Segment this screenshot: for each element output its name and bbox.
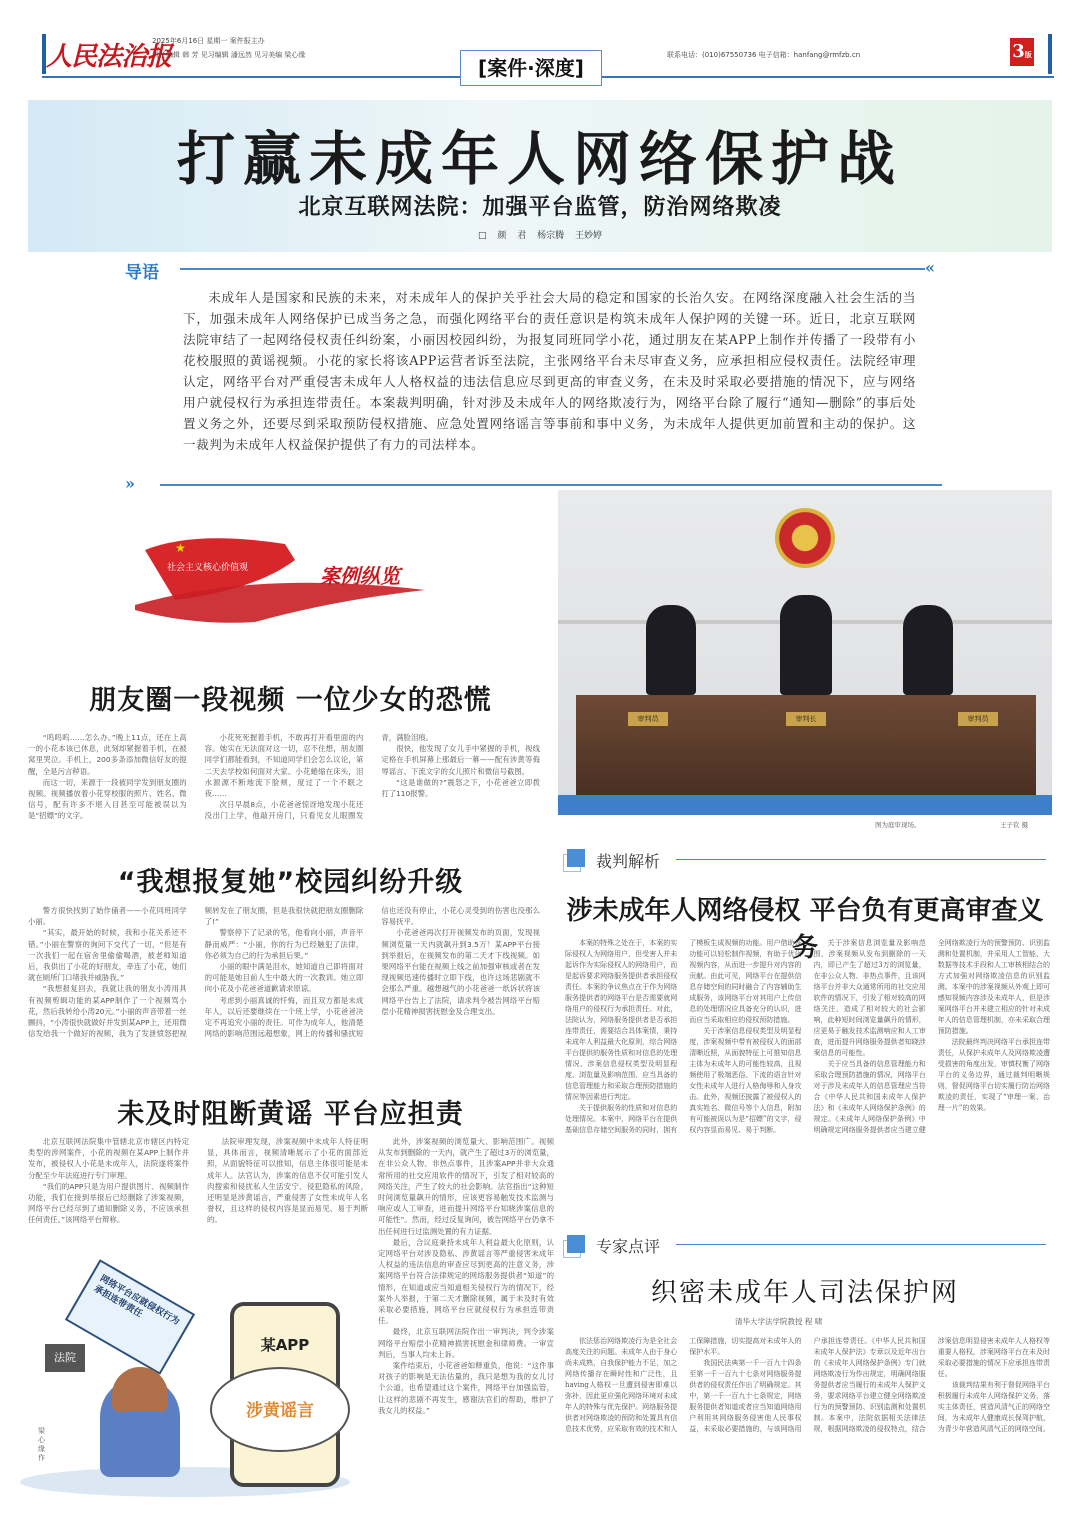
- paragraph: 该裁判结果有利于督促网络平台积极履行未成年人网络保护义务，落实主体责任，营造风清气正的网络空间，为未成年人健康成长保驾护航，为青少年营造风清气正的网络空间。: [937, 1381, 1050, 1433]
- paragraph: 关于提供服务的性质和对信息的处理情况。本案中，网络平台在提供基础信息存储空间服务的同时，拥有了模板生成视频的功能。用户借助该功能可以轻松制作视频，有助于优化视频内容，从而进一步提升对内容的贡献。由此可见，网络平台在提供信息存储空间的同时融合了内容辅助生成服务，该网络平台对其用户上传信息的处理情况应具备充分的认识，进而应当采取相应的侵权预防措施。: [565, 939, 802, 1134]
- analysis-rule: [676, 859, 1046, 860]
- paragraph: 而这一切，来源于一段被同学发到朋友圈的视频。视频播放着小花穿校服的照片、姓名、微信号，配有许多不堪入目甚至可能被误以为是“招嫖”的文字。: [28, 777, 187, 821]
- story-body-3: [28, 1136, 368, 1260]
- main-title: 打赢未成年人网络保护战: [176, 125, 903, 193]
- intro-bottom-rule: [160, 484, 942, 486]
- photo-bottom-band: [558, 795, 1052, 815]
- paragraph: 最后，合议庭秉持未成年人利益最大化原则，认定网络平台对涉及隐私、涉黄谣言等严重侵害未成年人权益的违法信息的审查应尽到更高的注意义务，涉案网络平台符合法律规定的网络服务提供者“知道”的情形，在知道或应当知道相关侵权行为的情况下，经案外人举报，于第二天才删除视频，属于未及时有效采取必要措施，网络平台应就侵权行为承担连带责任。: [378, 1237, 554, 1326]
- expert-author: 清华大学法学院教授 程 啸: [735, 1317, 823, 1326]
- banner-left-text: 社会主义核心价值观: [167, 563, 249, 573]
- judge-center: [780, 595, 832, 695]
- paragraph: “我们的APP只是为用户提供图片、视频制作功能，我们在接到举报后已经删除了涉案视频，网络平台已经尽到了通知删除义务，不应该承担任何责任。”该网络平台辩称。: [28, 1181, 189, 1225]
- intro-top-rule: [180, 268, 925, 270]
- intro-label: 导语: [125, 263, 159, 283]
- date-line: 2025年6月16日 星期一 案件报主办: [152, 37, 265, 45]
- paragraph: 关于涉案信息侵权类型及明显程度，涉案视频中带有被侵权人的面部清晰近照，从面貌特征上可推知信息主体为未成年人的可能性较高，且视频使用了极端恶俗、下流的语言针对女性未成年人进行人格侮辱和人身攻击。此外，视频还披露了被侵权人的真实姓名、微信号等个人信息，附加有可能被误以为是“招嫖”的文字，侵权内容显而易见、易于判断。: [689, 1027, 802, 1134]
- paragraph: 小丽的眼中满是泪水，她知道自己即将面对的可能是她目前人生中最大的一次教训。她立即向小花及小花爸爸道歉请求原谅。: [204, 962, 364, 994]
- paragraph: 考虑到小丽真诚的忏悔，而且双方都是未成年人，以后还要继续在一个班上学，小花爸爸决定不再追究小丽的责任。可作为成年人，他清楚网络的影响范围远超想象，网上的传播和骚扰短信也还没有停止，小花心灵受到的伤害也没那么容易抚平。: [204, 906, 540, 1039]
- banner-right-text: 案例纵览: [320, 564, 400, 588]
- paragraph: 案件结束后，小花爸爸如释重负，他说：“这件事对孩子的影响是无法估量的，我只是想为我的女儿讨个公道，也希望通过这个案件，网络平台加强监管，让这样的悲剧不再发生，感谢法官们的帮助，维护了我女儿的权益。”: [378, 1361, 554, 1415]
- page-number-badge: [1010, 38, 1034, 66]
- paragraph: 关于涉案信息浏览量及影响范围，涉案视频从发布到删除的一天内，即已产生了超过3万的浏览量，在非公众人物、非热点事件，且该网络平台并非大众通常所用的社交应用软件的情况下，引发了相对较高的网络关注，造成了相对较大的社会影响，此种短时间浏览量飙升的情形，应更易于触发技术监测响应和人工审查，进而提升网络服务提供者知晓涉案信息的可能性。: [813, 939, 926, 1057]
- paragraph: 很快，他发现了女儿手中紧握的手机，视线定格在手机屏幕上那最后一幕——配有涉黄等侮辱谣言、下流文字的女儿照片和微信号截图。: [381, 744, 540, 776]
- story-body-2: [28, 905, 540, 1075]
- paragraph: 我国民法典第一千一百九十四条至第一千一百九十七条对网络服务提供者的侵权责任作出了明确规定。其中，第一千一百九十七条规定，网络服务提供者知道或者应当知道网络用户利用其网络服务侵害他人民事权益，未采取必要措施的，与该网络用户承担连带责任。《中华人民共和国未成年人保护法》专章以及近年出台的《未成年人网络保护条例》专门就网络欺凌行为作出规定，明确网络服务提供者应当履行的未成年人保护义务，要求网络平台建立健全网络欺凌行为的预警预防、识别监测和处置机制。本案中，法院依据相关法律法规，根据网络欺凌的侵权特点，结合涉案信息明显侵害未成年人人格权等重要人格权，涉案网络平台在未及时采取必要措施的情况下应承担连带责任。: [689, 1337, 1050, 1433]
- analysis-headline: 涉未成年人网络侵权 平台负有更高审查义务: [566, 896, 1044, 963]
- expert-body: [565, 1336, 1050, 1526]
- analysis-body: [565, 938, 1050, 1218]
- judge-right: [903, 605, 953, 695]
- intro-text: 未成年人是国家和民族的未来，对未成年人的保护关乎社会大局的稳定和国家的长治久安。在网络深度融入社会生活的当下，加强未成年人网络保护已成当务之急，而强化网络平台的责任意识是构筑未成年人保护网的关键一环。近日，北京互联网法院审结了一起网络侵权责任纠纷案，小丽因校园纠纷，为报复同班同学小花，通过朋友在某APP上制作并传播了一段带有小花校服照的黄谣视频。小花的家长将该APP运营者诉至法院，主张网络平台未尽审查义务，应承担相应侵权责任。法院经审理认定，网络平台对严重侵害未成年人人格权益的违法信息应尽到更高的审查义务，在未及时采取必要措施的情况下，应与网络用户就侵权行为承担连带责任。本案裁判明确，针对涉及未成年人的网络欺凌行为，网络平台除了履行“通知—删除”的事后处置义务之外，还要尽到采取预防侵权措施、应急处置网络谣言等事前和事中义务，为未成年人提供更加前置和主动的保护。这一裁判为未成年人权益保护提供了有力的司法样本。: [183, 290, 916, 452]
- paragraph: 警察停下了记录的笔，他看向小丽，声音平静而威严：“小丽，你的行为已经触犯了法律，你必须为自己的行为承担后果。”: [204, 928, 364, 960]
- paragraph: “呜呜呜……怎么办。”晚上11点，还在上高一的小花本该已休息，此刻却紧握着手机，在被窝里哭泣。手机上，200多条添加微信好友的提醒，全是污言秽语。: [28, 733, 187, 776]
- double-chevron-right-icon: »: [125, 474, 135, 493]
- rumor-cloud: 涉黄谣言: [210, 1367, 350, 1452]
- newspaper-logo: 人民法治报: [46, 42, 172, 72]
- cartoon-illustration: [0, 1262, 370, 1533]
- section-square-icon: [567, 1235, 585, 1253]
- contact-line: 联系电话：(010)67550736 电子信箱：hanfang@rmfzb.cn: [667, 51, 861, 59]
- paragraph: 依法惩治网络欺凌行为是全社会高度关注的问题。未成年人由于身心尚未成熟，自我保护能力不足，加之网络传播存在瞬时性和广泛性，且having人格权一旦遭到侵害即难以弥补，因此更应强化网络环境对未成年人的特殊与优先保护。网络服务提供者对网络欺凌的预防和处置具有信息技术优势，应采取有效的技术和人工保障措施，切实提高对未成年人的保护水平。: [565, 1337, 802, 1433]
- paragraph: 北京互联网法院集中管辖北京市辖区内特定类型的涉网案件，小花的视频在某APP上制作并发布，被侵权人小花是未成年人，法院遂将案件分配至少年法庭进行专门审理。: [28, 1137, 189, 1180]
- story-body-1: [28, 732, 540, 840]
- paragraph: 小花死死握着手机，不敢再打开看里面的内容。她实在无法面对这一切，忍不住想，朋友圈同学们都能看到，不知道同学们会怎么议论，第二天去学校如何面对大家。小花蜷缩在床头，泪水源源不断地流下脸颊，度过了一个不眠之夜……: [204, 733, 364, 799]
- subtitle: 北京互联网法院：加强平台监管，防治网络欺凌: [298, 194, 782, 220]
- page-number: 3: [1012, 41, 1025, 62]
- national-emblem-icon: [775, 508, 835, 568]
- bench-nameplate: 审判长: [786, 712, 826, 726]
- phone-app-label: 某APP: [260, 1336, 310, 1354]
- svg-text:★: ★: [175, 541, 186, 555]
- paragraph: 小花爸爸再次打开视频发布的页面，发现视频浏览量一天内就飙升到3.5万！某APP平台接到举报后，在视频发布的第二天才下线视频。如果网络平台能在视频上线之前加强审核或者在发现视频迅速传播时立即下线，也许这场悲剧就不会那么严重。越想越气的小花爸爸一纸诉状将该网络平台告上了法院，请求判令被告网络平台赔偿小花精神损害抚慰金及合理支出。: [381, 928, 540, 1016]
- editors-line: 责任编辑 韩 芳 见习编辑 潘远然 见习美编 梁心缘: [152, 51, 306, 59]
- expert-section-label: 专家点评: [596, 1237, 661, 1256]
- photo-credit: 王子钦 摄: [1000, 821, 1029, 829]
- paragraph: “其实，最开始的时候，我和小花关系还不错。”小丽在警察的询问下交代了一切，“但是有一次我们一起在宿舍里偷偷喝酒，被老师知道后，我供出了小花的好朋友，牵连了小花，她们就在厕所门口堵我并威胁我。”: [28, 928, 187, 983]
- expert-rule: [676, 1244, 1046, 1245]
- courtroom-photo: [558, 490, 1052, 815]
- paragraph: “这是谁做的?”震怒之下，小花爸爸立即拨打了110报警。: [381, 777, 540, 799]
- bench-nameplate: 审判员: [628, 712, 668, 726]
- photo-caption: 图为庭审现场。: [875, 821, 921, 829]
- section-square-icon: [567, 849, 585, 867]
- story-body-3-continued: [378, 1136, 554, 1526]
- page-suffix: 版: [1024, 50, 1032, 59]
- paragraph: 关于应当具备的信息管理能力和采取合理预防措施的情况，网络平台对于涉及未成年人的信息管理应当符合《中华人民共和国未成年人保护法》和《未成年人网络保护条例》的规定。《未成年人网络保护条例》中明确规定网络服务提供者应当建立健全网络欺凌行为的预警预防、识别监测和处置机制，并采用人工智能、大数据等技术手段和人工审核相结合的方式加强对网络欺凌信息的识别监测。本案中的涉案视频从外观上即可感知视频内容涉及未成年人，但是涉案网络平台并未建立相应的针对未成年人的信息管理机制，亦未采取合理预防措施。: [813, 939, 1050, 1134]
- case-overview-banner: [135, 530, 435, 626]
- double-chevron-left-icon: «: [925, 258, 935, 277]
- paragraph: 法院最终判决网络平台承担连带责任，从保护未成年人及网络欺凌遭受损害的角度出发，审慎权衡了网络平台的义务边界，通过裁判明晰规则，督促网络平台切实履行防治网络欺凌的责任，实现了“审理一案、治理一片”的效果。: [937, 1038, 1050, 1112]
- sign-board: 网络平台应就侵权行为承担连带责任: [65, 1259, 195, 1375]
- section-title: [案件·深度]: [460, 50, 602, 86]
- paragraph: 最终，北京互联网法院作出一审判决，判令涉案网络平台赔偿小花精神损害抚慰金和律师费。一审宣判后，当事人均未上诉。: [378, 1327, 554, 1359]
- story-headline-3: 未及时阻断黄谣 平台应担责: [117, 1099, 464, 1130]
- paragraph: “我想报复回去，我就让我的朋友小涛用具有视频剪辑功能的某APP制作了一个视频骂小花，然后我转给小涛20元。”小丽的声音带着一丝颤抖，“小涛很快就做好并发到某APP上，还用微信发给我一个做好的视频，我为了发泄愤怒把视频转发在了朋友圈，但是我很快就把朋友圈删除了!”: [28, 906, 364, 1039]
- judge-left: [646, 605, 696, 695]
- paragraph: 次日早晨8点，小花爸爸惊讶地发现小花还没出门上学，他敲开房门，只看见女儿眼圈发青，满脸泪痕。: [204, 733, 434, 821]
- analysis-section-label: 裁判解析: [596, 852, 661, 871]
- story-headline-1: 朋友圈一段视频 一位少女的恐慌: [89, 685, 492, 716]
- bench-nameplate: 审判员: [958, 712, 998, 726]
- paragraph: 本案的特殊之处在于，本案的实际侵权人为网络用户，但受害人并未起诉作为实际侵权人的网络用户，而是起诉要求网络服务提供者承担侵权责任。本案的争议焦点在于作为网络服务提供者的网络平台是否需要就网络用户的侵权行为承担责任。对此，法院认为，网络服务提供者是否承担连带责任，需要结合具体案情，秉持未成年人利益最大化原则，综合网络平台提供的服务性质和对信息的处理情况、涉案信息侵权类型及明显程度、浏览量及影响范围、应当具备的信息管理能力和采取合理预防措施的情况等因素进行判定。: [565, 939, 678, 1101]
- illustration-credit: 梁心缘 作: [38, 1427, 45, 1462]
- expert-headline: 织密未成年人司法保护网: [650, 1278, 959, 1308]
- masthead-right-bar: [1048, 34, 1052, 74]
- court-sleeve-label: 法院: [45, 1344, 85, 1372]
- byline: □ 颜 君 杨宗腾 王妙婷: [478, 231, 602, 241]
- judge-bench: [576, 695, 1036, 795]
- paragraph: 警方很快找到了始作俑者——小花同班同学小丽。: [28, 906, 187, 927]
- story-headline-2: “我想报复她”校园纠纷升级: [117, 867, 464, 898]
- paragraph: 法院审理发现，涉案视频中未成年人特征明显，具体而言，视频清晰展示了小花的面部近照，从面貌特征可以推知，信息主体很可能是未成年人。法官认为，涉案的信息不仅可能引发人肉搜索和侵扰私人生活安宁、侵犯隐私的风险，还明显是涉黄谣言，严重侵害了女性未成年人名誉权，且这样的侵权内容是显而易见、易于判断的。: [207, 1137, 368, 1225]
- paragraph: 此外，涉案视频的浏览量大、影响范围广。视频从发布到删除的一天内，就产生了超过3万的浏览量，在非公众人物、非热点事件，且涉案APP并非大众通常所用的社交应用软件的情况下，引发了相对较高的网络关注，产生了较大的社会影响。法官指出“这种短时间浏览量飙升的情形，应该更容易触发技术监测与响应或人工审查，进而提升网络平台知晓涉案信息的可能性”。然而，经过反复询问，被告网络平台仍拿不出任何进行过监测处置的有力证据。: [378, 1137, 554, 1236]
